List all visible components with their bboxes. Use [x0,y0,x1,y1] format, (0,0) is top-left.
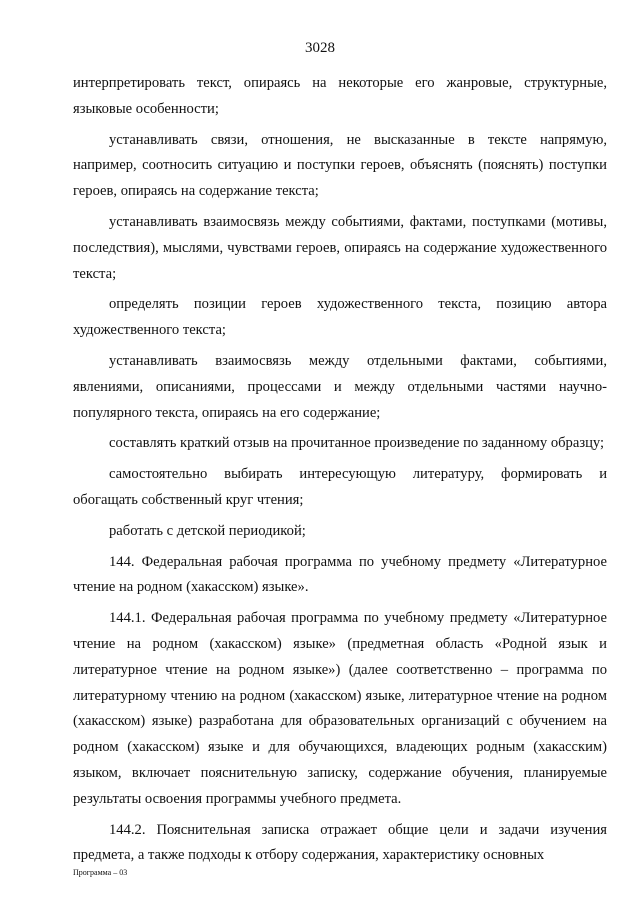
paragraph: самостоятельно выбирать интересующую литературу, формировать и обогащать собственный круг чтения; [73,466,607,508]
paragraph: составлять краткий отзыв на прочитанное произведение по заданному образцу; [109,435,605,452]
paragraph: интерпретировать текст, опираясь на некоторые его жанровые, структурные, языковые особенности; [73,75,607,117]
paragraph: определять позиции героев художественного текста, позицию автора художественного текста; [73,296,607,339]
paragraph: устанавливать связи, отношения, не высказанные в тексте напрямую, например, соотносить ситуацию и поступки героев, объяснять (пояснять) поступки героев, опираясь на содержание текста; [73,131,607,200]
paragraph: 144.1. Федеральная рабочая программа по учебному предмету «Литературное чтение на родном (хакасском) языке» (предметная область «Родной язык и литературное чтение на родном языке») (далее соответственно – программа по литературному чтению на родном (хакасском) языке, литературное чтение на родном (хакасском) языке) разработана для образовательных организаций с обучением на родном (хакасском) языке и для обучающихся, владеющих родным (хакасским) языком, включает пояснительную записку, содержание обучения, планируемые результаты освоения программы учебного предмета. [73,610,607,807]
paragraph: 144.2. Пояснительная записка отражает общие цели и задачи изучения предмета, а также подходы к отбору содержания, характеристику основных [73,821,607,864]
paragraph: устанавливать взаимосвязь между отдельными фактами, событиями, явлениями, описаниями, процессами и между отдельными частями научно-популярного текста, опираясь на его содержание; [73,352,607,421]
paragraph: 144. Федеральная рабочая программа по учебному предмету «Литературное чтение на родном (хакасском) языке». [73,553,607,596]
page-number: 3028 [305,40,335,56]
footer-label: Программа – 03 [73,868,128,877]
paragraph: устанавливать взаимосвязь между событиями, фактами, поступками (мотивы, последствия), мыслями, чувствами героев, опираясь на содержание художественного текста; [73,213,607,282]
paragraph: работать с детской периодикой; [109,522,306,539]
document-body [73,71,607,874]
